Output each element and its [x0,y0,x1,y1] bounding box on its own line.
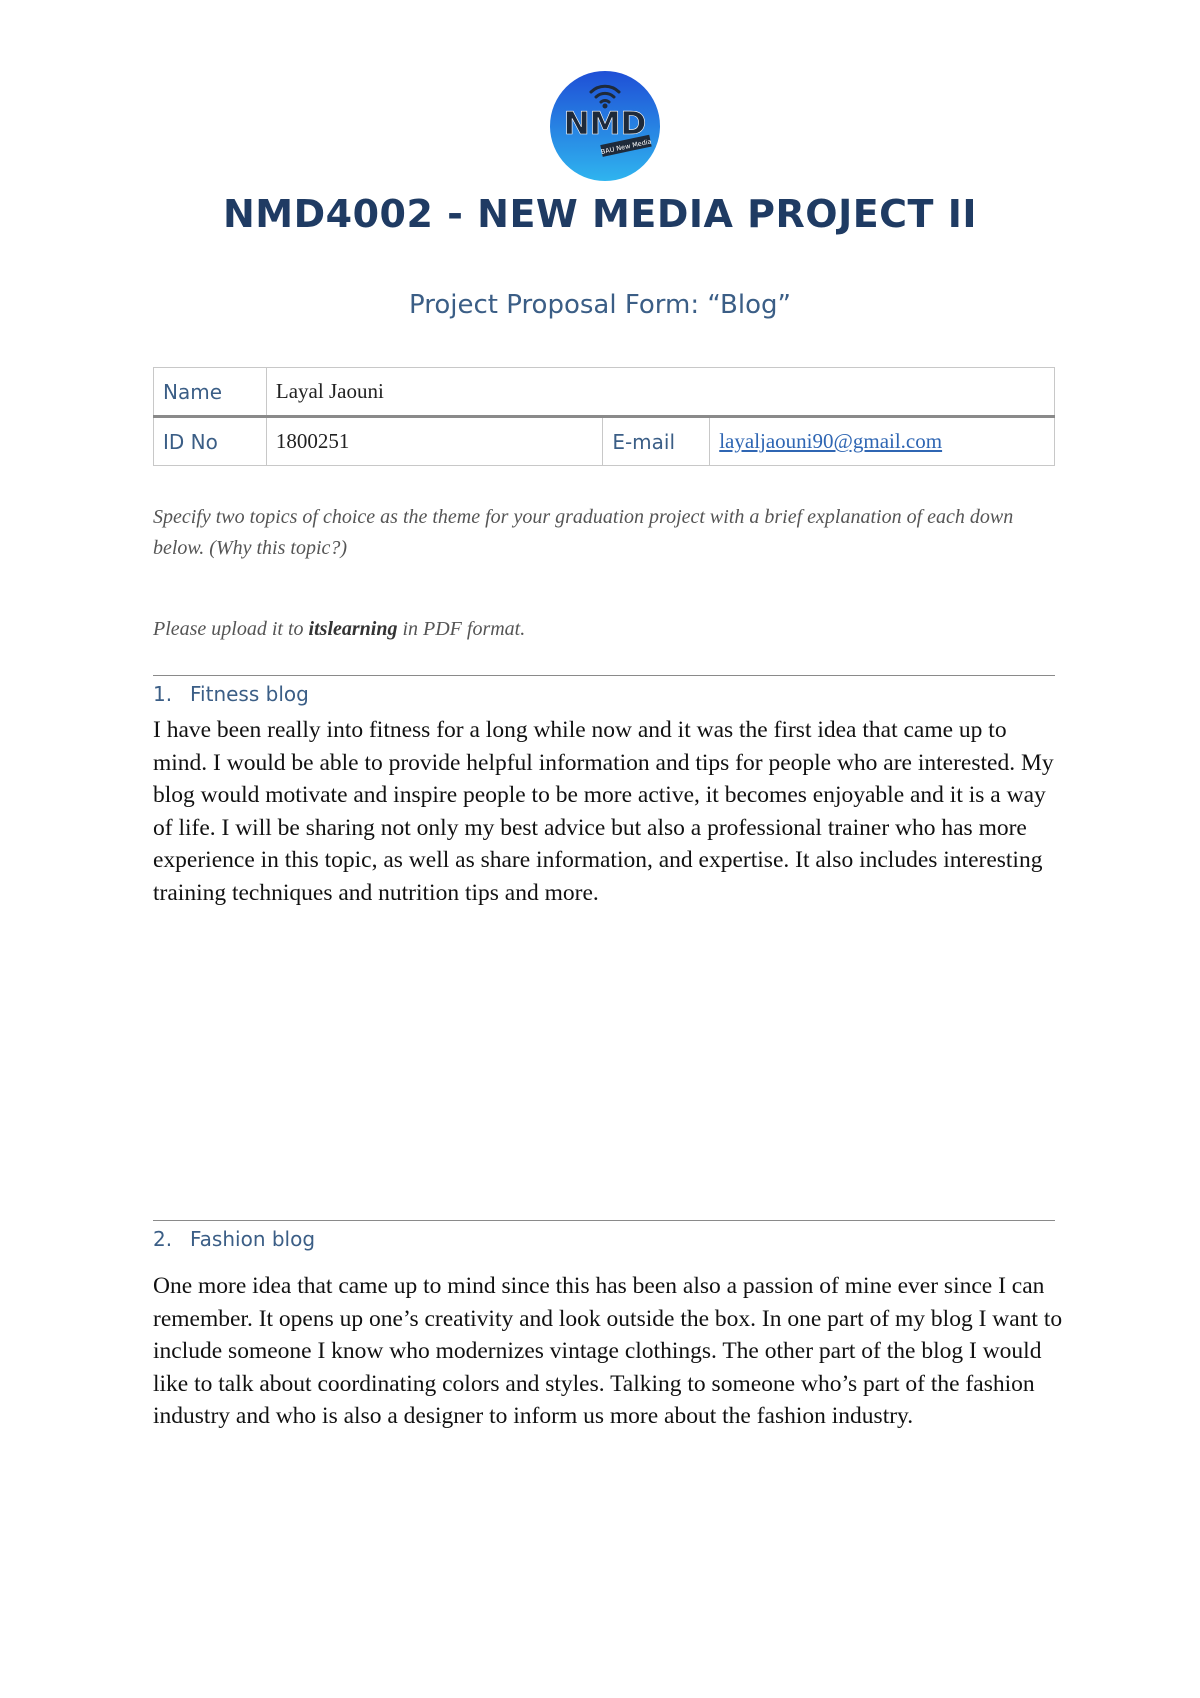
logo-text: NMD [563,106,647,142]
topics-instructions: Specify two topics of choice as the theme for your graduation project with a brief explanation of each down below. (Why this topic?) [153,506,1014,559]
topic-2-title: Fashion blog [190,1227,316,1251]
nmd-logo [549,70,661,182]
topic-2-heading [153,1227,315,1251]
upload-prefix: Please upload it to [153,618,309,640]
page-subtitle: Project Proposal Form: “Blog” [409,290,791,320]
upload-platform: itslearning [308,618,398,640]
topic-1-heading [153,682,309,706]
upload-suffix: in PDF format. [397,618,526,640]
name-row [154,368,1055,417]
email-label: E-mail [603,417,710,466]
upload-instructions [153,618,1053,641]
student-info-table [153,367,1055,466]
logo-caption: BAU New Media [600,137,653,157]
id-label: ID No [154,417,267,466]
id-email-row [154,417,1055,466]
topic-2-body: One more idea that came up to mind since this has been also a passion of mine ever since I can remember. It opens up one’s creativity and look outside the box. In one part of my blog I want to include someone I know who modernizes vintage clothings. The other part of the blog I would like to talk about coordinating colors and styles. Talking to someone who’s part of the fashion industry and who is also a designer to inform us more about the fashion industry. [153,1273,1063,1429]
email-link[interactable]: layaljaouni90@gmail.com [719,429,943,453]
email-cell [710,417,1055,466]
topic-1-body: I have been really into fitness for a long while now and it was the first idea that came up to mind. I would be able to provide helpful information and tips for people who are interested. My blog would motivate and inspire people to be more active, it becomes enjoyable and it is a way of life. I will be sharing not only my best advice but also a professional trainer who has more experience in this topic, as well as share information, and expertise. It also includes interesting training techniques and nutrition tips and more. [153,717,1054,906]
name-label: Name [154,368,267,417]
name-value: Layal Jaouni [266,368,1054,417]
topic-1-number: 1. [153,682,173,706]
topic-2-number: 2. [153,1227,173,1251]
topic-1-title: Fitness blog [190,682,309,706]
page-title: NMD4002 - NEW MEDIA PROJECT II [223,192,977,236]
nmd-logo-graphic [549,70,661,182]
id-value: 1800251 [266,417,602,466]
section-divider [153,1220,1055,1221]
section-divider [153,675,1055,676]
